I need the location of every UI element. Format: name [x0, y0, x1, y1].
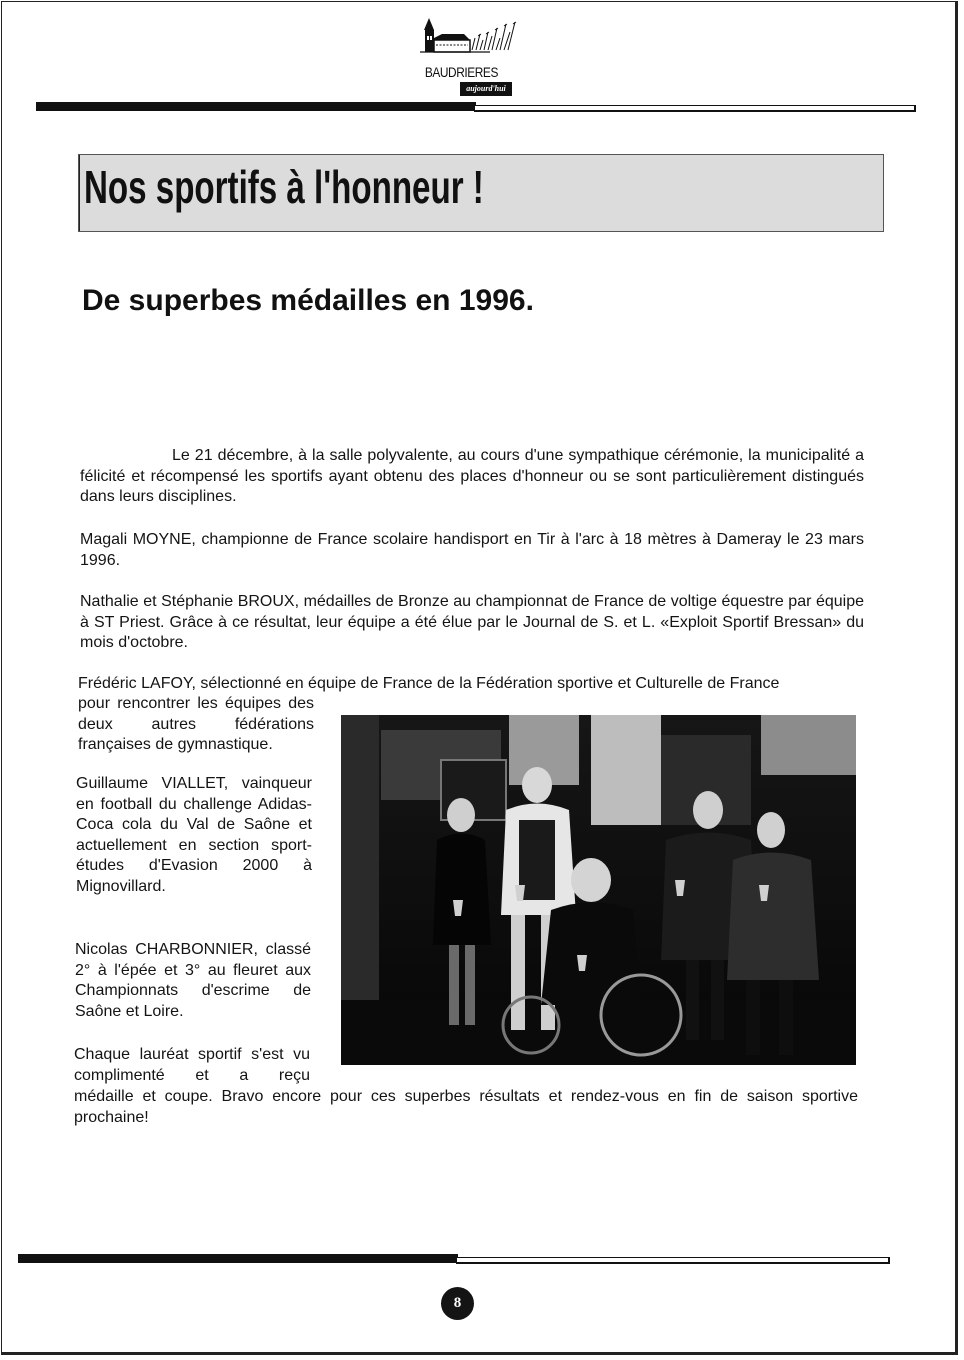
title-banner — [78, 154, 884, 232]
logo — [420, 14, 520, 98]
paragraph-lafoy-rest: pour rencontrer les équipes des deux autres fédérations françaises de gymnastique. — [78, 695, 314, 753]
header-rule — [36, 102, 916, 114]
award-photo — [341, 715, 856, 1065]
article-subtitle: De superbes médailles en 1996. — [82, 284, 534, 317]
paragraph-closing-narrow: Chaque lauréat sportif s'est vu complimenté et a reçu — [74, 1046, 310, 1084]
page-title: Nos sportifs à l'honneur ! — [84, 161, 484, 213]
paragraph-moyne: Magali MOYNE, championne de France scolaire handisport en Tir à l'arc à 18 mètres à Dameray le 23 mars 1996. — [80, 531, 864, 569]
paragraph-charbonnier: Nicolas CHARBONNIER, classé 2° à l'épée et 3° au fleuret aux Championnats d'escrime de Saône et Loire. — [75, 941, 311, 1020]
church-icon — [420, 14, 520, 66]
paragraph-lafoy-line1: Frédéric LAFOY, sélectionné en équipe de France de la Fédération sportive et Culturelle de France — [78, 675, 780, 692]
page-number: 8 — [441, 1287, 474, 1320]
logo-tagline: aujourd'hui — [460, 82, 512, 96]
logo-name: BAUDRIERES — [424, 64, 498, 80]
paragraph-broux: Nathalie et Stéphanie BROUX, médailles de Bronze au championnat de France de voltige équestre par équipe à ST Priest. Grâce à ce résultat, leur équipe a été élue par le Journal de S. et L. «Exploit Sportif Bressan» du mois d'octobre. — [80, 593, 864, 651]
intro-paragraph: Le 21 décembre, à la salle polyvalente, au cours d'une sympathique cérémonie, la municipalité a félicité et récompensé les sportifs ayant obtenu des places d'honneur ou se sont particulièrement distingués dans leurs disciplines. — [80, 447, 864, 505]
paragraph-viallet: Guillaume VIALLET, vainqueur en football du challenge Adidas-Coca cola du Val de Saône et actuellement en section sport-études d'Evasion 2000 à Mignovillard. — [76, 775, 312, 895]
paragraph-closing: médaille et coupe. Bravo encore pour ces superbes résultats et rendez-vous en fin de saison sportive prochaine! — [74, 1088, 858, 1126]
footer-rule — [18, 1254, 890, 1266]
